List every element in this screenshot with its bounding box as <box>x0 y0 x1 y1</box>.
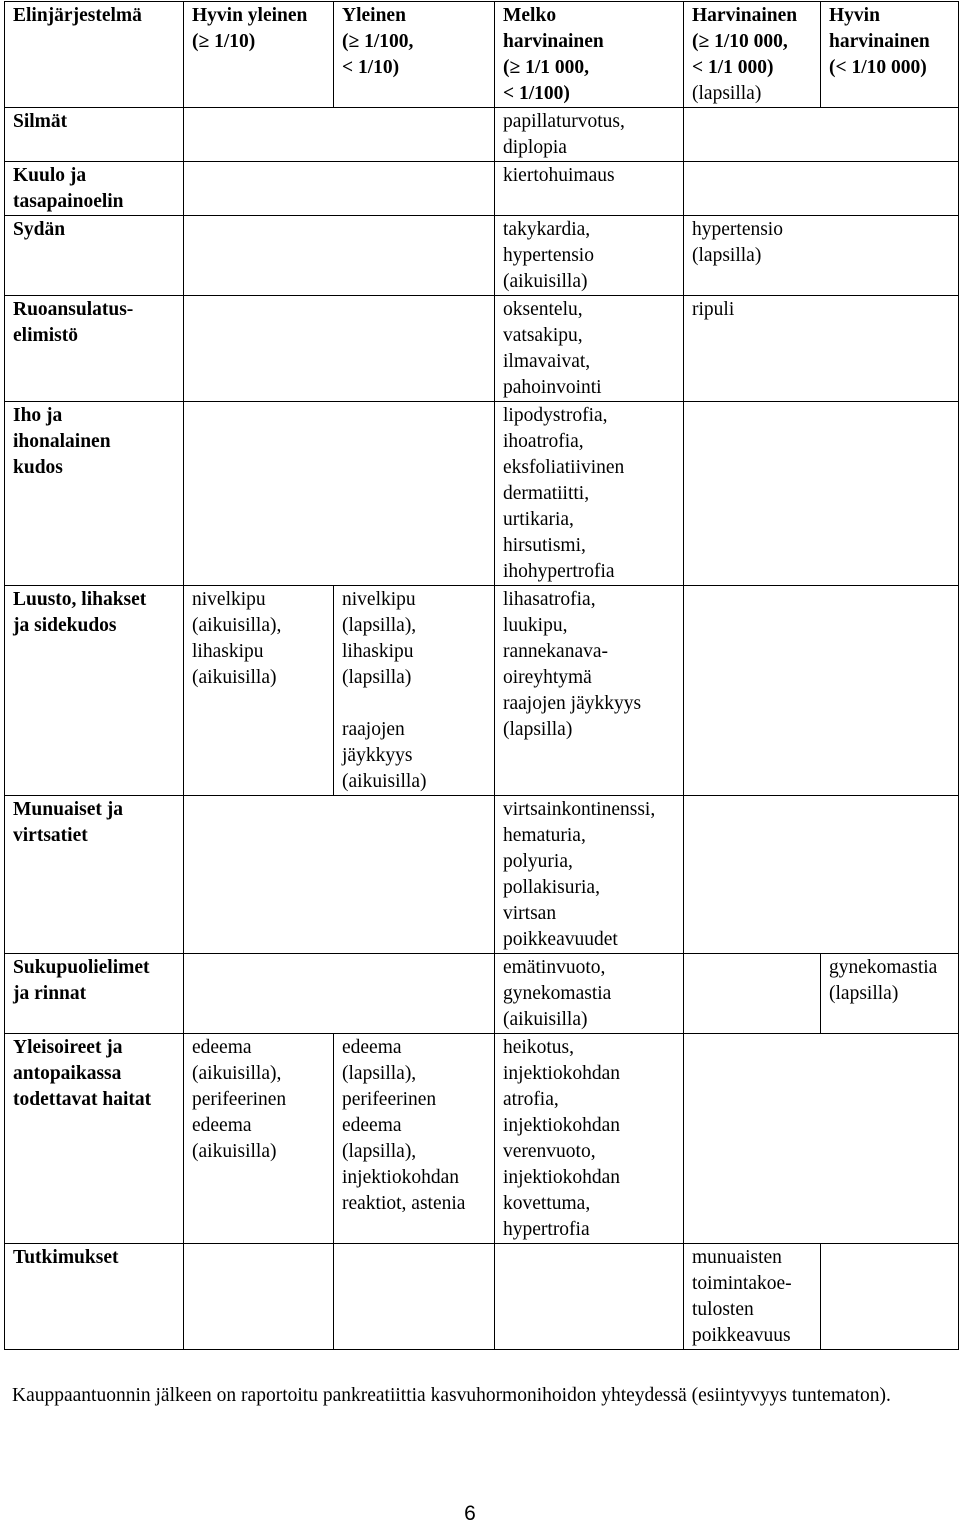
common-cell <box>184 796 495 954</box>
common-cell <box>184 954 495 1034</box>
common-cell <box>184 216 495 296</box>
organ-cell: Kuulo ja tasapainoelin <box>5 162 184 216</box>
very-common-cell: nivelkipu (aikuisilla), lihaskipu (aikuisilla) <box>184 586 334 796</box>
uncommon-cell: emätinvuoto, gynekomastia (aikuisilla) <box>495 954 684 1034</box>
table-row <box>5 796 959 954</box>
very-common-cell <box>184 1244 334 1350</box>
organ-cell: Yleisoireet ja antopaikassa todettavat haitat <box>5 1034 184 1244</box>
organ-cell: Munuaiset ja virtsatiet <box>5 796 184 954</box>
rare-cell: munuaisten toimintakoe- tulosten poikkeavuus <box>684 1244 821 1350</box>
adverse-effects-table <box>4 1 959 1350</box>
organ-cell: Sukupuolielimet ja rinnat <box>5 954 184 1034</box>
common-cell <box>184 162 495 216</box>
common-cell: nivelkipu (lapsilla), lihaskipu (lapsilla) raajojen jäykkyys (aikuisilla) <box>334 586 495 796</box>
organ-cell: Iho ja ihonalainen kudos <box>5 402 184 586</box>
header-uncommon: Melko harvinainen (≥ 1/1 000, < 1/100) <box>495 2 684 108</box>
uncommon-cell: papillaturvotus, diplopia <box>495 108 684 162</box>
common-cell: edeema (lapsilla), perifeerinen edeema (lapsilla), injektiokohdan reaktiot, astenia <box>334 1034 495 1244</box>
table-row <box>5 296 959 402</box>
rare-cell <box>684 108 959 162</box>
common-cell <box>184 296 495 402</box>
header-rare <box>684 2 821 108</box>
header-very-rare: Hyvin harvinainen (< 1/10 000) <box>821 2 959 108</box>
uncommon-cell: virtsainkontinenssi, hematuria, polyuria, pollakisuria, virtsan poikkeavuudet <box>495 796 684 954</box>
common-cell <box>184 402 495 586</box>
header-rare-label: Harvinainen (≥ 1/10 000, < 1/1 000) <box>692 5 798 78</box>
page-number: 6 <box>464 1502 476 1525</box>
uncommon-cell: heikotus, injektiokohdan atrofia, injektiokohdan verenvuoto, injektiokohdan kovettuma, hypertrofia <box>495 1034 684 1244</box>
uncommon-cell: takykardia, hypertensio (aikuisilla) <box>495 216 684 296</box>
rare-cell: hypertensio (lapsilla) <box>684 216 959 296</box>
table-row <box>5 1244 959 1350</box>
organ-cell: Sydän <box>5 216 184 296</box>
uncommon-cell: oksentelu, vatsakipu, ilmavaivat, pahoinvointi <box>495 296 684 402</box>
header-organ-system: Elinjärjestelmä <box>5 2 184 108</box>
table-row <box>5 1034 959 1244</box>
header-rare-sub: (lapsilla) <box>692 83 762 104</box>
table-row <box>5 586 959 796</box>
very-common-cell: edeema (aikuisilla), perifeerinen edeema (aikuisilla) <box>184 1034 334 1244</box>
table-row <box>5 108 959 162</box>
header-very-common: Hyvin yleinen (≥ 1/10) <box>184 2 334 108</box>
uncommon-cell <box>495 1244 684 1350</box>
common-cell <box>184 108 495 162</box>
uncommon-cell: lipodystrofia, ihoatrofia, eksfoliatiivinen dermatiitti, urtikaria, hirsutismi, ihohypertrofia <box>495 402 684 586</box>
uncommon-cell: lihasatrofia, luukipu, rannekanava- oireyhtymä raajojen jäykkyys (lapsilla) <box>495 586 684 796</box>
table-row <box>5 162 959 216</box>
organ-cell: Tutkimukset <box>5 1244 184 1350</box>
uncommon-cell: kiertohuimaus <box>495 162 684 216</box>
rare-cell <box>684 402 959 586</box>
header-common: Yleinen (≥ 1/100, < 1/10) <box>334 2 495 108</box>
table-row <box>5 954 959 1034</box>
table-header-row <box>5 2 959 108</box>
postmarketing-note: Kauppaantuonnin jälkeen on raportoitu pankreatiittia kasvuhormonihoidon yhteydessä (esiintyvyys tuntematon). <box>12 1385 891 1406</box>
organ-cell: Ruoansulatus- elimistö <box>5 296 184 402</box>
rare-cell <box>684 586 959 796</box>
organ-cell: Silmät <box>5 108 184 162</box>
table-row <box>5 216 959 296</box>
very-rare-cell: gynekomastia (lapsilla) <box>821 954 959 1034</box>
rare-cell <box>684 162 959 216</box>
organ-cell: Luusto, lihakset ja sidekudos <box>5 586 184 796</box>
rare-cell <box>684 796 959 954</box>
table-row <box>5 402 959 586</box>
very-rare-cell <box>821 1244 959 1350</box>
common-cell <box>334 1244 495 1350</box>
rare-cell <box>684 954 821 1034</box>
rare-cell: ripuli <box>684 296 959 402</box>
rare-cell <box>684 1034 959 1244</box>
